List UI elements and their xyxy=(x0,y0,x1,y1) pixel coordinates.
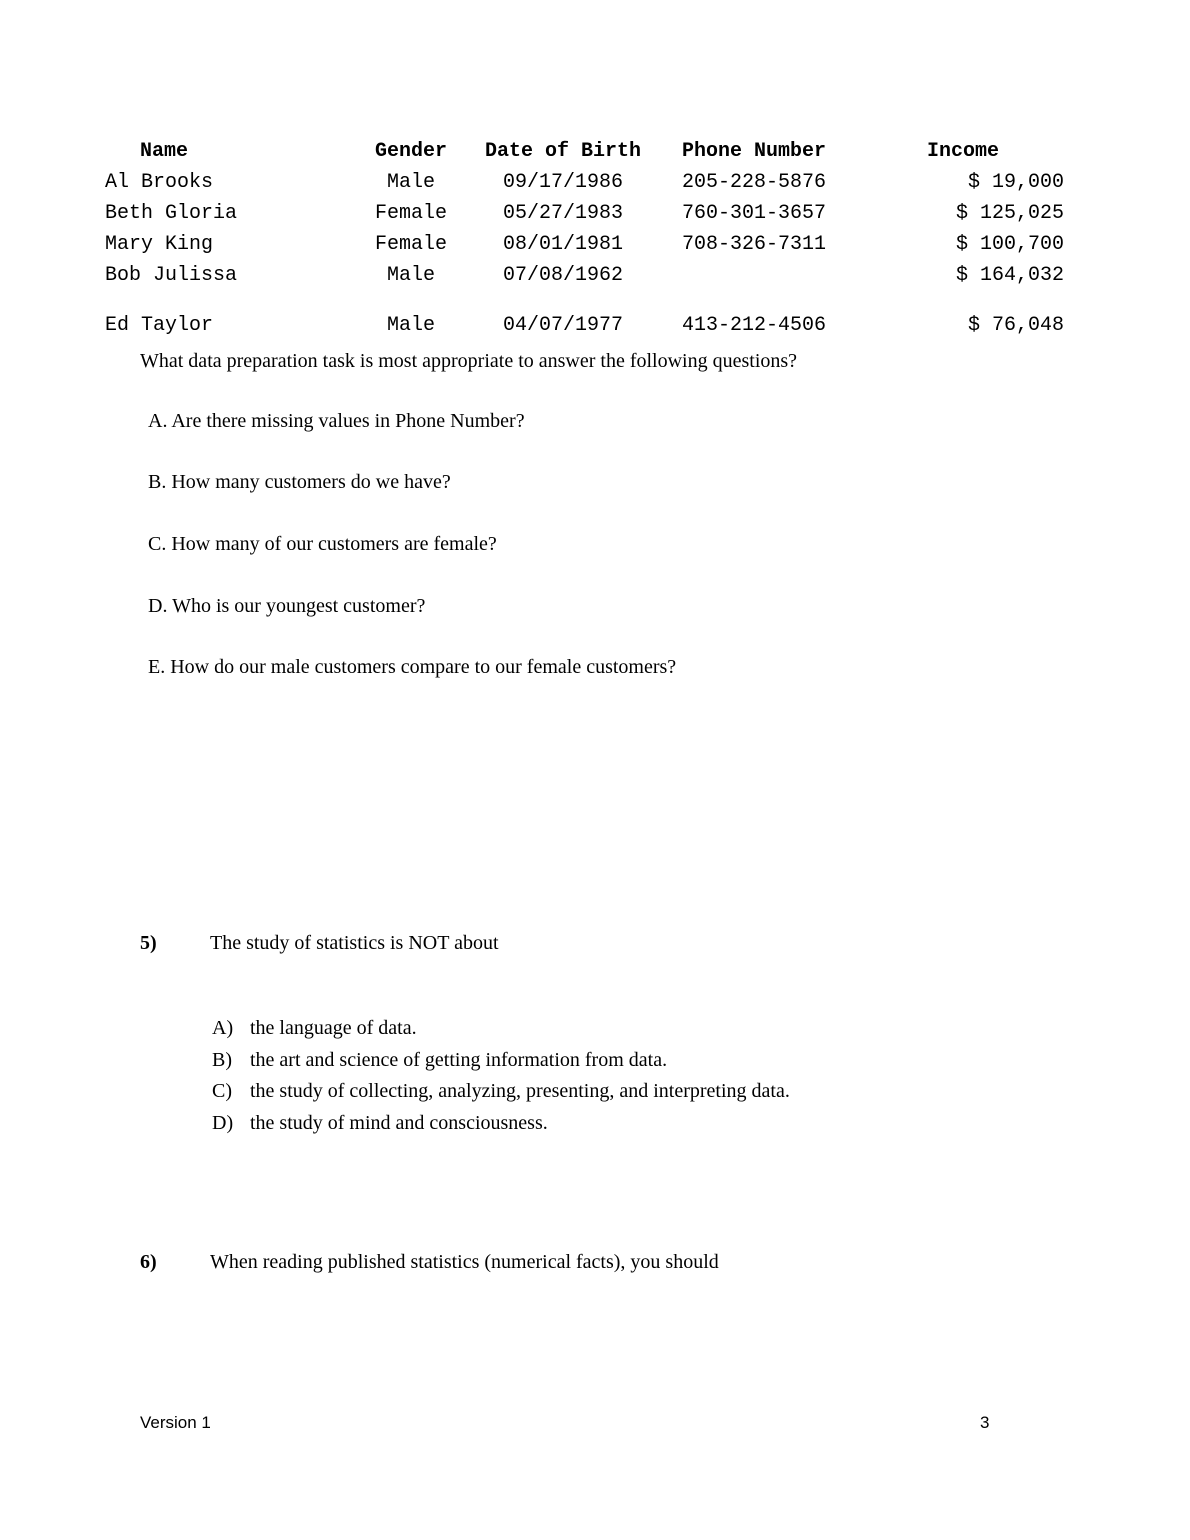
option-label: C) xyxy=(212,1080,232,1102)
question5-option-c xyxy=(212,1076,790,1108)
cell-name: Al Brooks xyxy=(105,170,214,194)
footer-version-label: Version 1 xyxy=(140,1413,211,1432)
option-text: the study of mind and consciousness. xyxy=(250,1111,548,1134)
cell-income: $ 125,025 xyxy=(955,201,1064,225)
cell-name: Mary King xyxy=(105,232,214,256)
cell-phone: 413-212-4506 xyxy=(681,313,827,337)
question4-option-b: B. How many customers do we have? xyxy=(148,471,451,493)
cell-phone: 708-326-7311 xyxy=(681,232,827,256)
option-text: the language of data. xyxy=(250,1017,417,1039)
table-header-row xyxy=(105,136,1067,167)
question5 xyxy=(140,932,499,955)
cell-gender: Female xyxy=(374,232,447,256)
option-label: A) xyxy=(212,1017,234,1039)
cell-name: Beth Gloria xyxy=(105,201,238,225)
col-header-phone: Phone Number xyxy=(681,139,827,163)
cell-gender: Male xyxy=(386,170,435,194)
question4-prompt: What data preparation task is most appropriate to answer the following questions? xyxy=(140,350,798,372)
footer-page-number: 3 xyxy=(980,1413,990,1432)
question4-option-c: C. How many of our customers are female? xyxy=(148,533,497,555)
cell-income: $ 164,032 xyxy=(955,263,1064,287)
table-row xyxy=(105,291,1067,341)
cell-dob: 04/07/1977 xyxy=(502,313,624,337)
cell-dob: 07/08/1962 xyxy=(502,263,624,287)
col-header-income: Income xyxy=(926,139,999,163)
cell-income: $ 76,048 xyxy=(967,313,1064,337)
question6-prompt: When reading published statistics (numerical facts), you should xyxy=(210,1251,719,1273)
question4-option-d: D. Who is our youngest customer? xyxy=(148,595,426,617)
question6-number: 6) xyxy=(140,1251,157,1273)
cell-dob: 05/27/1983 xyxy=(502,201,624,225)
option-label: D) xyxy=(212,1111,234,1134)
cell-dob: 09/17/1986 xyxy=(502,170,624,194)
question5-option-b xyxy=(212,1045,790,1077)
table-row xyxy=(105,198,1067,229)
question5-prompt: The study of statistics is NOT about xyxy=(210,932,499,954)
option-label: B) xyxy=(212,1048,232,1071)
cell-gender: Male xyxy=(386,263,435,287)
question6 xyxy=(140,1251,719,1274)
cell-name: Ed Taylor xyxy=(105,313,214,337)
cell-phone: 760-301-3657 xyxy=(681,201,827,225)
question5-number: 5) xyxy=(140,932,157,954)
question4-option-a: A. Are there missing values in Phone Number? xyxy=(148,410,525,432)
question5-options xyxy=(212,1013,790,1139)
cell-income: $ 19,000 xyxy=(967,170,1064,194)
option-text: the art and science of getting information from data. xyxy=(250,1048,668,1071)
col-header-dob: Date of Birth xyxy=(484,139,642,163)
table-row xyxy=(105,229,1067,260)
table-row xyxy=(105,167,1067,198)
option-text: the study of collecting, analyzing, presenting, and interpreting data. xyxy=(250,1080,790,1102)
cell-gender: Male xyxy=(386,313,435,337)
question5-option-d xyxy=(212,1108,790,1140)
col-header-gender: Gender xyxy=(374,139,447,163)
customer-table xyxy=(105,136,1067,341)
question5-option-a xyxy=(212,1013,790,1045)
table-row xyxy=(105,260,1067,291)
cell-phone: 205-228-5876 xyxy=(681,170,827,194)
cell-name: Bob Julissa xyxy=(105,263,238,287)
cell-phone xyxy=(649,260,859,291)
cell-dob: 08/01/1981 xyxy=(502,232,624,256)
question4-option-e: E. How do our male customers compare to our female customers? xyxy=(148,656,677,678)
col-header-name: Name xyxy=(140,139,189,163)
cell-gender: Female xyxy=(374,201,447,225)
cell-income: $ 100,700 xyxy=(955,232,1064,256)
